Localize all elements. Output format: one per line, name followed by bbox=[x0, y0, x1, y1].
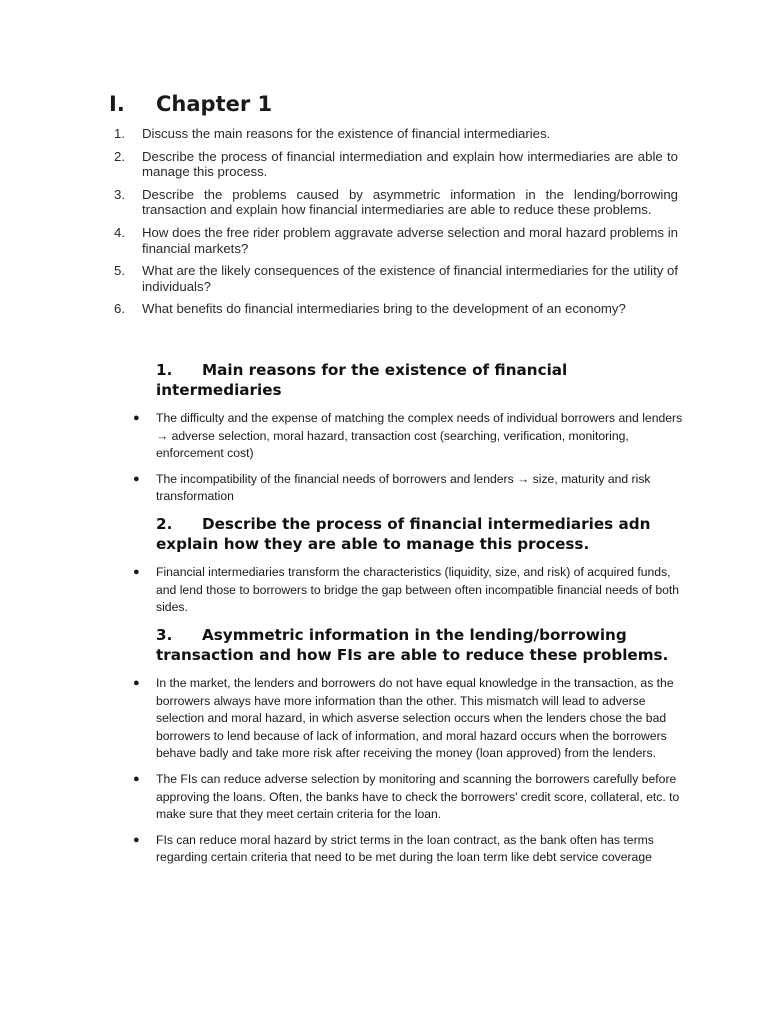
section-heading-text: Main reasons for the existence of financial intermediaries bbox=[156, 361, 568, 399]
chapter-number: I. bbox=[109, 92, 125, 116]
question-number: 3. bbox=[114, 186, 125, 202]
bullet-text: FIs can reduce moral hazard by strict terms in the loan contract, as the bank often has terms regarding certain criteria that need to be met during the loan term like debt service coverage bbox=[156, 832, 654, 865]
question-text: Describe the problems caused by asymmetric information in the lending/borrowing transaction and explain how financial intermediaries are able to reduce these problems. bbox=[142, 186, 678, 218]
question-number: 2. bbox=[114, 148, 125, 164]
bullet-item bbox=[133, 675, 686, 763]
section-heading-text: Asymmetric information in the lending/borrowing transaction and how FIs are able to reduce these problems. bbox=[156, 626, 669, 664]
question-text: What benefits do financial intermediaries bring to the development of an economy? bbox=[142, 301, 626, 317]
section-number: 1. bbox=[156, 361, 173, 379]
section-heading-text: Describe the process of financial intermediaries adn explain how they are able to manage this process. bbox=[156, 515, 651, 553]
bullet-list bbox=[133, 410, 686, 506]
question-number: 6. bbox=[114, 301, 125, 317]
bullet-icon: ● bbox=[133, 772, 140, 785]
section-heading bbox=[156, 360, 686, 400]
question-text: Discuss the main reasons for the existence of financial intermediaries. bbox=[142, 126, 551, 141]
bullet-text: The incompatibility of the financial needs of borrowers and lenders → size, maturity and risk transformation bbox=[156, 471, 651, 504]
question-text: What are the likely consequences of the existence of financial intermediaries for the utility of individuals? bbox=[142, 263, 678, 294]
question-item bbox=[114, 301, 678, 317]
question-number: 4. bbox=[114, 224, 125, 240]
question-number: 1. bbox=[114, 126, 125, 141]
question-list bbox=[114, 126, 678, 324]
question-text: Describe the process of financial intermediation and explain how intermediaries are able to manage this process. bbox=[142, 148, 678, 180]
chapter-title-text: Chapter 1 bbox=[156, 92, 273, 116]
question-item bbox=[114, 263, 678, 294]
chapter-title bbox=[109, 92, 272, 116]
bullet-icon: ● bbox=[133, 566, 140, 578]
question-item bbox=[114, 187, 678, 218]
bullet-list bbox=[133, 564, 686, 617]
question-item bbox=[114, 149, 678, 180]
question-item bbox=[114, 225, 678, 256]
question-number: 5. bbox=[114, 263, 125, 279]
bullet-item bbox=[133, 410, 686, 463]
bullet-list bbox=[133, 675, 686, 867]
section-2 bbox=[133, 514, 686, 625]
bullet-text: The FIs can reduce adverse selection by monitoring and scanning the borrowers carefully before approving the loans. Often, the banks have to check the borrowers' credit score, collateral, etc. to make sure that they meet certain criteria for the loan. bbox=[156, 771, 680, 822]
bullet-icon: ● bbox=[133, 677, 140, 689]
question-text: How does the free rider problem aggravate adverse selection and moral hazard problems in financial markets? bbox=[142, 224, 678, 256]
section-heading bbox=[156, 625, 686, 665]
bullet-icon: ● bbox=[133, 412, 140, 424]
section-3 bbox=[133, 625, 686, 875]
question-item bbox=[114, 126, 678, 142]
bullet-item bbox=[133, 564, 686, 617]
bullet-item bbox=[133, 471, 686, 506]
section-number: 2. bbox=[156, 515, 173, 533]
bullet-item bbox=[133, 771, 686, 824]
bullet-icon: ● bbox=[133, 833, 140, 846]
section-heading bbox=[156, 514, 686, 554]
bullet-item bbox=[133, 832, 686, 867]
bullet-icon: ● bbox=[133, 472, 140, 485]
section-number: 3. bbox=[156, 626, 173, 644]
bullet-text: The difficulty and the expense of matching the complex needs of individual borrowers and lenders → adverse selection, moral hazard, transaction cost (searching, verification, monitoring, enforcement cost) bbox=[156, 411, 683, 461]
section-1 bbox=[133, 360, 686, 514]
bullet-text: Financial intermediaries transform the characteristics (liquidity, size, and risk) of acquired funds, and lend those to borrowers to bridge the gap between often incompatible financial needs of both sides. bbox=[156, 565, 680, 615]
bullet-text: In the market, the lenders and borrowers do not have equal knowledge in the transaction, as the borrowers always have more information than the other. This mismatch will lead to adverse selection and moral hazard, in which asverse selection occurs when the lenders chose the bad borrowers to lend because of lack of information, and moral hazard occurs when the borrowers behave badly and take more risk after receiving the money (loan approved) from the lenders. bbox=[156, 676, 674, 761]
